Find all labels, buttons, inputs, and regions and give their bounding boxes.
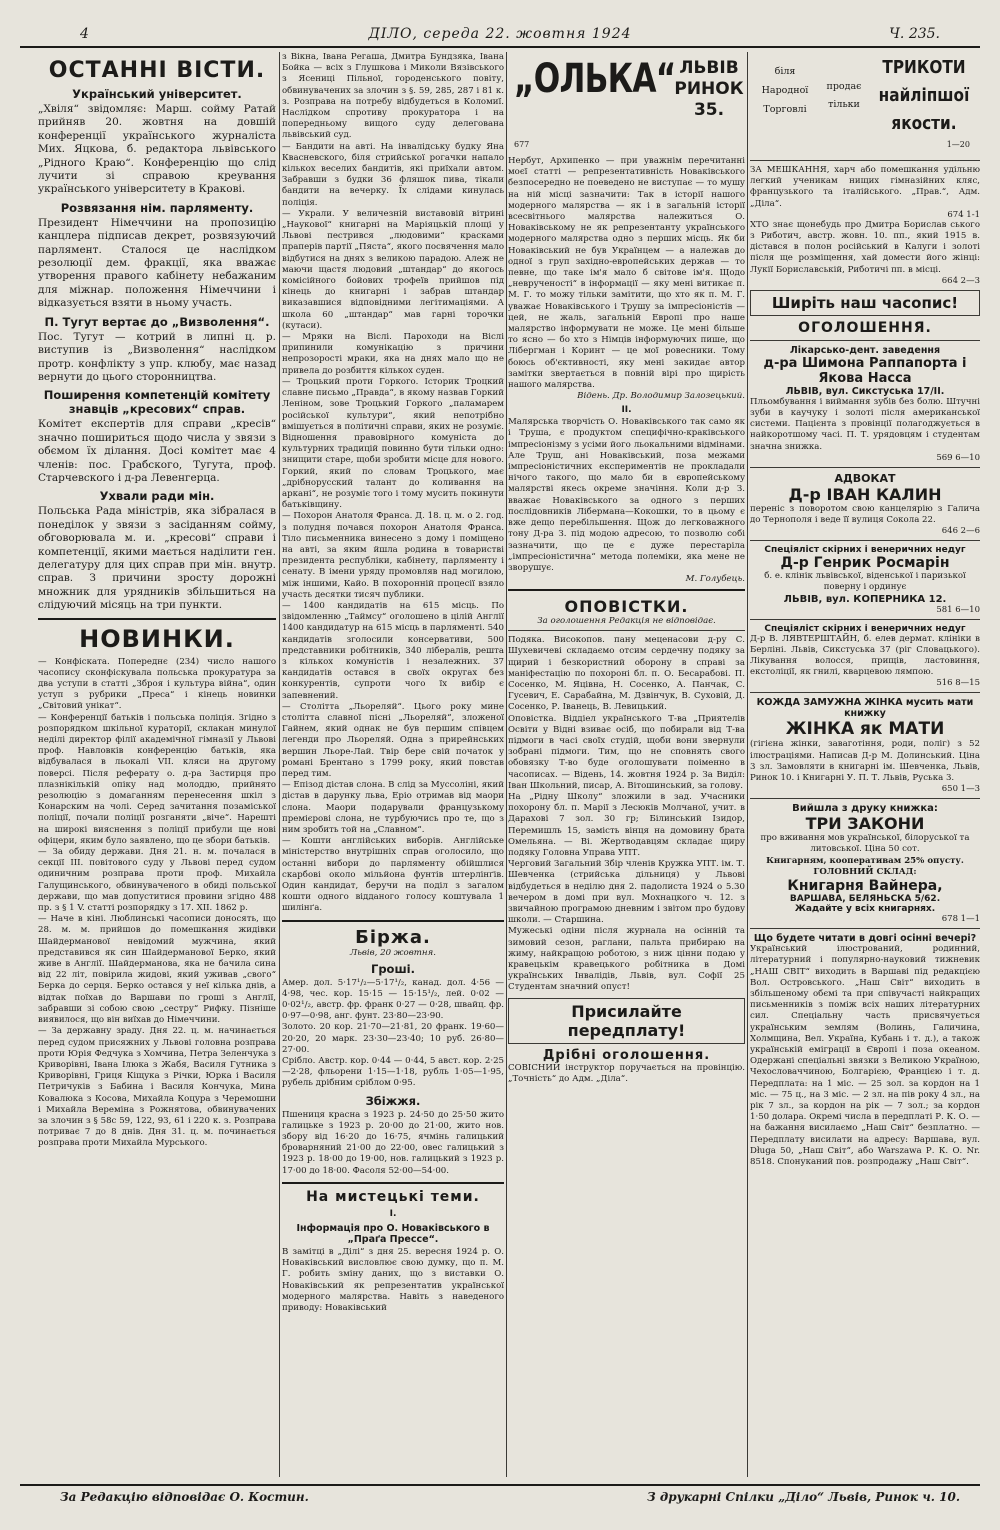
ad-number: 664 2—3 — [941, 275, 980, 286]
column-4 — [750, 156, 980, 1477]
dental-ad-heading: Лікарсько-дент. заведення — [789, 344, 941, 356]
divider — [750, 619, 980, 620]
headline: Український університет. — [72, 87, 242, 101]
dental-ad-name: д-ра Шимона Раппапорта і Якова Насса — [763, 355, 967, 386]
article-text: „Хвіля“ звідомляє: Марш. сойму Ратай прийняв 20. жовтня на довшій конференції українського журналіста Мих. Яцкова, б. редактора львівського „Рідного Краю“. Конференцію що слід лучити зі справою креування українського університету в Кракові. — [38, 103, 276, 196]
art-part-number: I. — [389, 1208, 397, 1219]
headline: Ухвали ради мін. — [99, 489, 215, 504]
notices-disclaimer: За оголошення Редакція не відповідає. — [537, 616, 716, 627]
art-subheading: Інформація про О. Новаківського в „Праґа Прессе“. — [296, 1222, 490, 1245]
small-ads-heading: Дрібні оголошення. — [542, 1047, 711, 1063]
footer — [20, 1484, 980, 1504]
notice: На „Рідну Школу“ зложили в зад. Учасники похорону бл. п. Марії з Лесюків Молчаної, учит. в Дарахові 7 зол. 30 гр; Білинський Ізидор, Перемишль 15, замість вінця на домовину брата Омельяна. — Ві. Жертводавцям складає щиру подяку Головна Управа УПТ. — [508, 791, 745, 858]
column-rule — [747, 52, 748, 1477]
art-text: Малярська творчість О. Новаківського так само як і Труша, є продуктом специфічно-краківського імпресіонізму з усіми його льокальними відмінами. Але Труш, ані Новаківський, поза межами імпресіоністичних експериментів не прокладали нічого такого, що мало би в європейському малярстві якесь окреме значіння. Коли д-р З. вважає Новаківського за одного з перших послідовників Лібермана—Кокошки, то в цьому є вже дещо перебільшення. Щож до легковажного тону Д-ра З. під модою адресою, то позволю собі зазначити, що це є дуже перестаріла „імпресіоністична“ метода полеміки, яка мене не зворушує. — [508, 417, 745, 573]
news-item: — Мряки на Віслі. Пароходи на Віслі припинили комунікацію з причини непрозорості мраки, яка на днях мало що не привела до розбиття кількох суден. — [282, 332, 504, 376]
book-ad-heading: КОЖДА ЗАМУЖНА ЖІНКА мусить мати книжку — [756, 697, 974, 720]
dental-ad-text: Пльомбування і виймання зубів без болю. Штучні зуби в каучуку і золоті після американської системи. Пацієнта з провінції полагоджується в найкоротшому часі. П. Т. урядовцям і студентам значна знижка. — [750, 396, 980, 452]
ad-number: 516 8—15 — [936, 678, 980, 689]
subscribe-banner — [508, 998, 745, 1044]
wajner-note: Жадайте у всіх книгарнях. — [794, 904, 936, 915]
headline: П. Тугут вертає до „Визволення“. — [44, 314, 270, 329]
money-heading: Гроші. — [371, 961, 415, 976]
notice: Оповістка. Віддіел українського Т-ва „Приятелів Освіти у Відні взиває осіб, що побирали від Т-ва підмоги в часі своїх студій, щоби вони звернули зобрані підмоги. Тим, що не сповнять свого обовязку Т-во буде оголошувати поіменно в часописах. — Відень, 14. жовтня 1924 р. За Виділ: Іван Школьний, писар, А. Вітошинський, за голову. — [508, 713, 745, 791]
ad-number: 674 1-1 — [947, 209, 980, 220]
ad-number: 569 6—10 — [936, 452, 980, 463]
editor-line: За Редакцію відповідає О. Костин. — [60, 1490, 309, 1504]
trade-location: біля Народної Торговлі — [761, 66, 809, 115]
derm-ad-text: б. е. клінік львівської, віденської і паризької поверну і ординує — [764, 571, 966, 593]
signature: Відень. Др. Володимир Залозецький. — [577, 391, 745, 402]
divider — [282, 920, 504, 922]
column-rule — [279, 52, 280, 1477]
lawyer-ad-name: Д-р ІВАН КАЛИН — [788, 484, 942, 504]
gold-rates: Золото. 20 кор. 21·70—21·81, 20 франк. 19·60—20·20, 20 марк. 23·30—23·40; 10 руб. 26·80—27·00. — [282, 1022, 504, 1055]
column-2 — [282, 52, 504, 1477]
article-text: Президент Німеччини на пропозицію канцлера підписав декрет, розвязуючий парлямент. Сталося це наслідком резолюції дем. фракції, яка вважає утворення правого кабінету небажаним для міжнар. положення Німеччини і відказується взяти в ньому участь. — [38, 216, 276, 310]
trade-sells: продає тільки — [826, 81, 862, 110]
divider — [750, 467, 980, 468]
silver-rates: Срібло. Австр. кор. 0·44 — 0·44, 5 авст. кор. 2·25—2·28, фльорени 1·15—1·18, рубль 1·05—1·95, рубель дрібним сріблом 0·95. — [282, 1056, 504, 1089]
notice: Мужеські одіни після журнала на осінній та зимовий сезон, раглани, пальта прибираю на жиму, найкращою роботою, з ниж цінни подаю у кравецькім кравецького робітника в Домі українських Інвалідів, Львів, вул. Софії 25 Студентам значний опуст! — [508, 926, 745, 993]
olka-address: ЛЬВІВ РИНОК 35. — [674, 58, 744, 120]
divider — [750, 692, 980, 693]
headline: Розвязання нім. парляменту. — [60, 200, 254, 215]
issue-number: Ч. 235. — [889, 26, 940, 42]
trade-advert — [750, 52, 980, 152]
trade-ad-number: 1—20 — [946, 140, 970, 149]
dental-ad-address: ЛЬВІВ, вул. Сикстуська 17/II. — [785, 385, 945, 397]
column-3 — [508, 52, 745, 1477]
news-heading: НОВИНКИ. — [79, 624, 235, 653]
news-item: — За обиду держави. Дня 21. н. м. почалася в секції III. повітового суду у Львові перед судом одиничним розправа проти проф. Михайла Галущинського, обвинуваченого в обиді польської держави, що мав допуститися провини згідно 488 пр. з § 1 V. статті розпорядку з 17. XII. 1862 р. — [38, 847, 276, 914]
divider — [282, 1182, 504, 1184]
grain-heading: Збіжжя. — [365, 1093, 421, 1108]
article-text: Польська Рада міністрів, яка зібралася в понеділок у звязи з засіданням сойму, обговорювала м. и. „кресові“ справи і компетенції, якими мається наділити ген. делегатуру для цих справ при мін. внутр. справ. З причини зросту дорожні множник для урядників збільшиться на слідуючий місяць на три пункти. — [38, 505, 276, 612]
ad-number: 678 1—1 — [941, 914, 980, 925]
small-ad: ХТО знає щонебудь про Дмитра Борислав ського з Риботич, австр. жовн. 10. пп., який 1915 в. дістався в полон російський в Калуги і золоті після ще розміщення, хай домести його жінці: Лукії Бориславській, Риботичі пп. в місці. — [750, 219, 980, 275]
svit-ad-text: Український ілюстрований, родинний, літературний і популярно-науковий тижневик „НАШ СВІТ“ виходить в Варшаві під редакцією Вол. Островського. „Наш Світ“ виходить в збільшеному обємі та при співучасті найкращих письменників з поміж всіх наших літературних сил. Спеціальну часть присвячується українським землям (Волинь, Галичина, Холмщина, Вел. Україна, Кубань і т. д.), а також українській еміграції в Європі і поза океаном. Одержані спеціальні звязки з Великою Україною, Чехословаччиною, Болгарією, Францією і т. д. Передплата: на 1 міс. — 25 зол. за кордон на 1 міс. — 75 ц., на 3 міс. — 2 зл. на пів року 4 зл., на рік 7 зл., за кордон на рік — 7 зол.; за кордон 1·50 долара. Окремі числа в передплаті Р. К. О. — на бажання висилаємо „Наш Світ“ безплатно. — Передплату висилати на адресу: Варшава, вул. Długa 50, „Наш Світ“, або Warszawa Р. К. О. Nr. 8518. Спонуканий пов. розпродажу „Наш Світ“. — [750, 944, 980, 1167]
notice: Подяка. Високопов. пану меценасови д-ру С. Шухевичеві складаємо отсим сердечну подяку за щирий і безкористний оборону в справі за маніфестацію по похороні бл. п. О. Бесарабові. П. Сосенко, М. Яцівна, Н. Сосенко, А. Панчак, С. Гусевич, Е. Сарабайна, М. Дзвінчук, В. Суховій, Д. Сосенко, Р. Іванець, В. Левицький. — [508, 635, 745, 713]
column-1 — [38, 52, 276, 1477]
art-text: В замітці в „Ділі“ з дня 25. вересня 1924 р. О. Новаківський висловлює свою думку, що п. М. Г. робить зміну даних, що з виставки О. Новаківський як репрезентатив української модерного малярства. Навіть з наведеного приводу: Новаківський — [282, 1246, 504, 1313]
money-rates: Амер. дол. 5·17¹/₂—5·17¹/₂, канад. дол. 4·56 — 4·98, чес. кор. 15·15 — 15·15¹/₂, лей. 0·02 — 0·02¹/₂, австр. фр. франк 0·27 — 0·28, швайц. фр. 0·97—0·98, анг. фунт. 23·80—23·90. — [282, 977, 504, 1022]
news-item: — Наче в кіні. Люблинські часописи доносять, що 28. м. м. прийшов до помешкання жидівки Шайдерманової невідомий мужчина, який представився як син Шайдерманової Берко, який живе в Англії. Шайдерманова, яка не бачила сина від 22 літ, повірила жидові, який уживав „свого“ Берка до серця. Берко остався у неї кілька днів, а відтак поїхав до Варшави по гроші з Англії, забравши зі собою свою „сестру“ Рифку. Пізніше виявилося, що він виїхав до Німеччини. — [38, 914, 276, 1026]
derm2-ad-heading: Спеціяліст скірних і венеричних недуг — [764, 623, 966, 634]
olka-advert — [508, 52, 745, 152]
divider — [750, 540, 980, 541]
small-ad: ЗА МЕШКАННЯ, харч або помешкання удільню легкий ученикам нищих гімназійних кляс, французького та італійського. „Прав.“, Адм. „Діла“. — [750, 165, 980, 209]
headline: Поширення компетенцій комітету знавців „кресових“ справ. — [43, 388, 271, 417]
lawyer-ad-heading: АДВОКАТ — [834, 471, 896, 485]
laws-ad-heading: Вийшла з друку книжка: — [792, 803, 938, 815]
divider — [750, 798, 980, 799]
olka-name: „ОЛЬКА“ — [514, 56, 676, 102]
svit-ad-heading: Що будете читати в довгі осінні вечері? — [753, 933, 977, 945]
derm-ad-name: Д-р Генрик Росмарін — [780, 555, 950, 572]
art-part-number: II. — [621, 405, 632, 416]
laws-ad-sub: Книгарням, кооперативам 25% опусту. ГОЛОВНИЙ СКЛАД: — [766, 855, 964, 877]
small-ad: СОВІСНИЙ інструктор поручається на провінцію. „Точність“ до Адм. „Діла“. — [508, 1062, 745, 1084]
news-item: — Украли. У величезній виставовій вітрині „Наукової“ книгарні на Маріяцькій площі у Львові пестрився „людовими“ красками праперів партії „Пяста“, якого посвячення мало відбутися на днях з великою парадою. Алеж не маючи щастя людовий „штандар“ до якогось комісійного бойових трофеїв прийшов під кінець до книгарні і забрав штандар виказавшися відповідними легітимаціями. А школа 60 „штандар“ мав гарні торочки (кутаси). — [282, 208, 504, 331]
news-item: — Столітта „Льореляй“. Цього року мине столітта славної пісні „Льореляй“, зложеної Гайнем, який однак не був першим співцем легенди про Льореляй. Одна з прирейнських вершин Льоре-Лай. Твір бере свій початок у романі Брентано з 1799 року, який повстав перед тим. — [282, 701, 504, 779]
article-text: Комітет експертів для справи „кресів“ значно пошириться щодо числа у звязи з обємом їх ділання. Досі комітет має 4 членів: пос. Грабского, Тугута, проф. Старчевского і д-ра Левенгерца. — [38, 418, 276, 484]
book-ad-text: (гігієна жінки, заваготіння, роди, поліг) з 52 ілюстраціями. Написав Д-р М. Долинський. Ціна 3 зл. Замовляти в книгарні ім. Шевченка, Львів, Ринок 10. і Книгарні У. П. Т. Львів, Руська 3. — [750, 739, 980, 784]
divider — [508, 630, 745, 631]
derm-ad-address: ЛЬВІВ, вул. КОПЕРНИКА 12. — [783, 593, 947, 605]
news-item: — Епізод дістав слона. В слід за Муссоліні, який дістав в дарунку льва, Еріо отримав від маори слона. Маори подарували французькому премієрові слона, не турбуючись про те, що з ним зробить той на „Славном“. — [282, 780, 504, 836]
divider — [750, 340, 980, 341]
printer-line: З друкарні Спілки „Діло“ Львів, Ринок ч. 10. — [647, 1490, 960, 1504]
masthead — [20, 22, 980, 48]
spread-banner — [750, 290, 980, 316]
notice: Черговий Загальний Збір членів Кружка УПТ. ім. Т. Шевченка (стрийська дільниця) у Львові відбудеться в неділю дня 2. падолиста 1924 о 5.30 вечером в домі при вул. Мохнацкого ч. 12. з звичайною програмою дневним і звітом про будову школи. — Старшина. — [508, 859, 745, 926]
wajner-address: ВАРШАВА, БЕЛЯНЬСКА 5/62. — [789, 894, 941, 905]
laws-ad-text: про вживання мов української, білоруської та литовської. Ціна 50 сот. — [760, 833, 970, 855]
news-item: — Кошти англійських виборів. Англійське міністерство внутрішніх справ оголосило, що останні вибори до парляменту обійшлися скарбові около мільйона фунтів штерлінґів. Один кандидат, беручи на поділ з загалом кошти одного відданого голосу коштувала 1 шилінґа. — [282, 836, 504, 914]
news-item: — Похорон Анатоля Франса. Д. 18. ц. м. о 2. год. з полудня почався похорон Анатоля Франса. Тіло письменника винесено з дому і поміщено на авті, за яким йшла родина в товаристві президента республіки, кабінету, парляменту і сенату. В імени уряду промовляв над могилою, між іншими, Кайо. В похоронній процесії взяло участь десятки тисяч публики. — [282, 511, 504, 600]
masthead-title: ДІЛО, середа 22. жовтня 1924 — [368, 26, 632, 42]
divider — [508, 589, 745, 591]
book-ad-title: ЖІНКА як МАТИ — [785, 719, 945, 740]
olka-ad-number: 677 — [514, 140, 530, 149]
bourse-dateline: Львів, 20 жовтня. — [350, 947, 436, 958]
divider — [38, 618, 276, 620]
news-item: — Конференції батьків і польська поліція. Згідно з розпорядком шкільної кураторії, склакан минулої неділі директор філії академічної гімназії у Львові проф. Навловків конференцію батьків, яка відбувалася в льокалі VII. кляси на другому поверсі. Після реферату о. д-ра Застирця про плазнікількій опіку над молоддю, прийнято резолюцію з домаганням перенесення шкіл з Конарским на чолі. Серед зачитання позаміської поліції, почали поліції розганяти „віче“. Нарешті на широкі вияснення з поліції прибули ще нові офіцери, яким було заявлено, що це збори батьків. — [38, 712, 276, 846]
ad-number: 646 2—6 — [941, 526, 980, 537]
laws-ad-title: ТРИ ЗАКОНИ — [805, 814, 925, 834]
divider — [750, 928, 980, 929]
ad-number: 650 1—3 — [941, 784, 980, 795]
news-item: — Конфіската. Попереднє (234) число нашого часопису сконфіскувала польська прокуратура за два уступи в статті „Зброя і культура війна“, один уступ з рубрики „Преса“ і кінець новинки „Світовий унікат“. — [38, 656, 276, 712]
wajner-name: Книгарня Вайнера, — [787, 878, 943, 895]
column-rule — [506, 52, 507, 1477]
signature: М. Голубець. — [685, 574, 745, 585]
notices-heading: ОПОВІСТКИ. — [564, 597, 689, 617]
news-item: — За державну зраду. Дня 22. ц. м. начинається перед судом присяжних у Львові головна розправа проти Юрія Федчука з Хомчина, Петра Зеленчука з Криворівні, Івана Ілюка з Жабя, Василя Гутника з Криворівні, Гриця Кіщука з Річки, Юрка і Василя Петричуків з Бабина і Василя Кончука, Мина Ковалюка з Косова, Михайла Коцура з Черемошни і Михайла Вереміна з Рожнятова, обвинувачених за злочин з § 58c 59, 122, 93, 61 і 220 к. з. Розправа потриває 7 до 8 днів. Дня 31. ц. м. починається розправа проти Михайла Мурського. — [38, 1026, 276, 1149]
bourse-heading: Біржа. — [355, 926, 431, 948]
news-item: з Вікна, Івана Регаша, Дмитра Бундзяка, Івана Бойка — всіх з Глушкова і Миколи Вязівського з Ясениці Пільної, городенського повіту, обвинувачених за злочин з §. 59, 285, 287 і 81 к. з. Розправа на потребу відбудеться в Коломиї. Наслідком спротиву прокуратора і на попередньому вищого суду делегована львівський суд. — [282, 52, 504, 141]
lawyer-ad-text: переніс з поворотом свою канцелярію з Галича до Тернополя і веде її вулиця Сокола 22. — [750, 503, 980, 526]
news-item: — Бандити на авті. На інвалідську будку Яна Квасневского, біля стрийської рогачки напало кількох веселих бандитів, які приїхали автом. Забравши з будки 36 фляшок пива, тікали бандити на вечерку. Їх слідами кинулась поліція. — [282, 141, 504, 208]
news-item: — 1400 кандидатів на 615 місць. По звідомленню „Таймсу“ оголошено в цілій Англії 1400 кандидатур на 615 місць в парляменті. 540 кандидатів зголосили консервативи, 500 представники робітників, 340 лібералів, решта з кількох комуністів і незалежних. 37 кандидатів остався в своїх округах без конкурентів, супроти чого їх вибір є запевнений. — [282, 600, 504, 701]
derm2-ad-text: Д-р В. ЛЯВТЕРШТАЙН, б. елев дермат. клініки в Берліні. Львів, Сикстуська 37 (ріг Словацького). Лікування волосся, прищів, ластовиння, екстоліції, як гнилі, кварцевою лямпою. — [750, 633, 980, 678]
news-item: — Троцький проти Горкого. Історик Троцкий славне письмо „Правда“, в якому назвав Горкий Леніном, зове Троцький Горкого „паламарем російської культури“, який непотрібно вмішується в політичні справи, яких не розуміє. Відношення правовірного комуніста до культурних традицій повинно бути тільки одно: знищити старе, щоби зробити місце для нового. Горкий, який по словам Троцького, має „дрібнорусский талант до коливання на аркані“, не розуміє того і тому мусить покинути батьківщину. — [282, 376, 504, 511]
page-number-left: 4 — [80, 26, 89, 42]
subscribe-text: Присилайте передплату! — [567, 1001, 686, 1040]
ad-number: 581 6—10 — [936, 604, 980, 615]
derm-ad-heading: Спеціяліст скірних і венеричних недуг — [764, 545, 966, 556]
article-text: Пос. Тугут — котрий в липні ц. р. виступив із „Визволення“ наслідком протр. конфлікту з упр. клюбу, має назад вернути до цього сторонництва. — [38, 330, 276, 383]
latest-news-heading: ОСТАННІ ВІСТИ. — [48, 58, 266, 83]
divider — [750, 160, 980, 161]
art-heading: На мистецькі теми. — [306, 1188, 480, 1205]
spread-text: Ширіть наш часопис! — [771, 293, 959, 312]
grain-rates: Пшениця красна з 1923 р. 24·50 до 25·50 жито галицьке з 1923 р. 20·00 до 21·00, жито нов. збору від 16·20 до 16·75, ячмінь галицький броварняний 21·00 до 22·00, овес галицький з 1923 р. 18·00 до 19·00, нов. галицький з 1923 р. 17·00 до 18·00. Фасоля 52·00—54·00. — [282, 1109, 504, 1176]
art-text: Нербут, Архипенко — при уважнім перечитанні моєї статті — репрезентативність Новаківського безпосередно не поеведено не виступає — то мушу на ній місці зазначити: Так в історії нашого модерного малярства — як і в загальній історії всесвітнього малярства належиться О. Новаківському не як репрезентанту українського модерного малярства одно з перших місць. Як би Новаківський не був Українцем — а належав до одної з груп західно-европейських держав — то певне, що таке ім'я мало б світове ім'я. Щодо „неврученості“ в інформації — яку мені витикає п. М. Г. то можу тільки замітити, що хто як п. М. Г. уважає Новаківського і Трушу за імпресіоністів — цей, не жаль, загальній Европі про наше малярство інформувати не може. Це мені більше то ясно — бо хто з Німців інформуючих пише, що Лібергман і Коринт — це мої ровесники. Тому боюсь об'єктивності, яку мені закидає автор замітки звертається в повній вірі про щирість нашого малярства. — [508, 156, 745, 391]
ads-heading: ОГОЛОШЕННЯ. — [798, 319, 932, 336]
trade-product: ТРИКОТИ найліпшої якости. — [878, 57, 970, 134]
